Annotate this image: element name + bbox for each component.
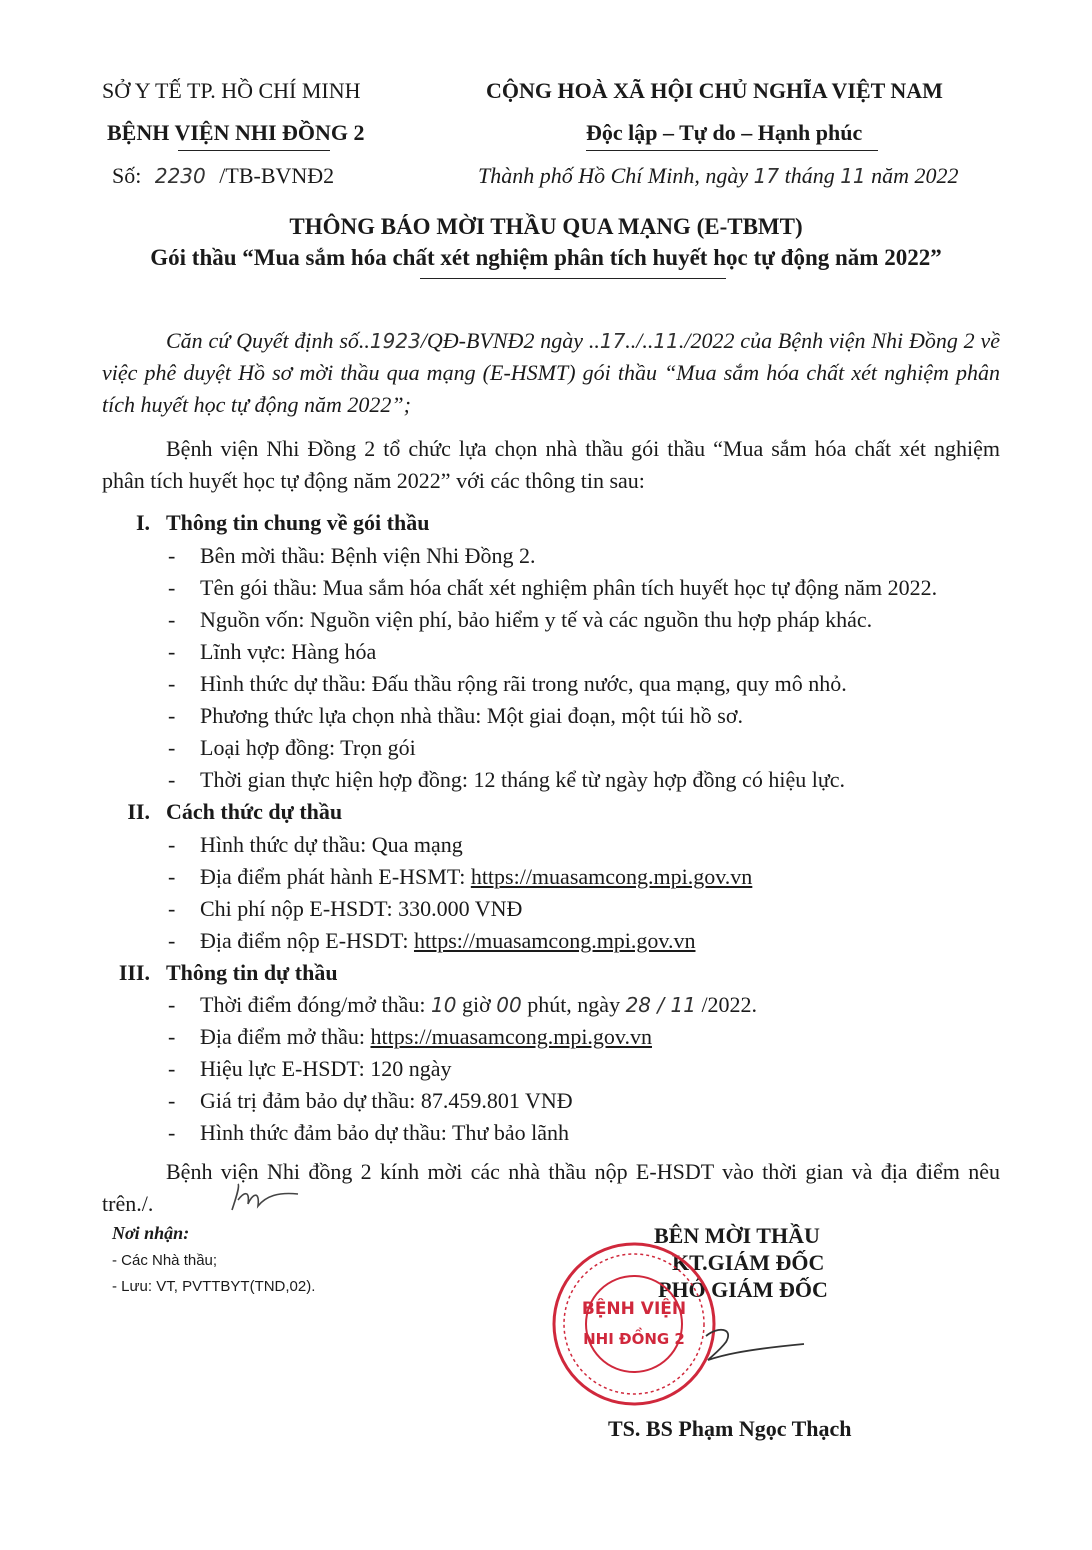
date-month-handwritten: 11 [840, 164, 866, 188]
item-text: Địa điểm mở thầu: [200, 1024, 371, 1049]
notice-title: THÔNG BÁO MỜI THẦU QUA MẠNG (E-TBMT) [289, 214, 803, 239]
issuer-underline [178, 150, 330, 151]
item-text: Phương thức lựa chọn nhà thầu: Một giai đoạn, một túi hồ sơ. [200, 703, 743, 728]
list-item: - Địa điểm phát hành E-HSMT: https://muasamcong.mpi.gov.vn [168, 864, 753, 889]
open-time-prefix: Thời điểm đóng/mở thầu: [200, 992, 432, 1017]
recipient-item: - Các Nhà thầu; [112, 1252, 218, 1269]
basis-part4: ./2022 của Bệnh viện Nhi Đồng 2 về việc phê duyệt Hồ sơ mời thầu qua mạng (E-HSMT) gói thầu “Mua sắm hóa chất xét nghiệm phân tích huyết học tự động năm 2022”; [102, 328, 1000, 417]
open-year: /2022. [695, 992, 758, 1017]
recipient-item: - Lưu: VT, PVTTBYT(TND,02). [112, 1278, 316, 1295]
open-day-handwritten: 28 [625, 993, 652, 1017]
intro-paragraph: Bệnh viện Nhi Đồng 2 tổ chức lựa chọn nhà thầu gói thầu “Mua sắm hóa chất xét nghiệm phân tích huyết học tự động năm 2022” với các thông tin sau: [102, 436, 1000, 493]
section-3-number: III. [118, 960, 150, 985]
list-item: - Hiệu lực E-HSDT: 120 ngày [168, 1056, 452, 1081]
list-item: - Loại hợp đồng: Trọn gói [168, 735, 416, 760]
item-text: Địa điểm nộp E-HSDT: [200, 928, 414, 953]
signer-org: BÊN MỜI THẦU [654, 1223, 820, 1248]
list-item: - Địa điểm nộp E-HSDT: https://muasamcong.mpi.gov.vn [168, 928, 696, 953]
list-item: - Thời gian thực hiện hợp đồng: 12 tháng kể từ ngày hợp đồng có hiệu lực. [168, 767, 846, 792]
list-item: - Nguồn vốn: Nguồn viện phí, bảo hiểm y tế và các nguồn thu hợp pháp khác. [168, 607, 873, 632]
basis-part3: ../.. [625, 328, 654, 353]
document-number-suffix: /TB-BVNĐ2 [219, 163, 335, 188]
handwritten-signature [700, 1320, 810, 1370]
recipients-label: Nơi nhận: [112, 1223, 190, 1243]
legal-basis [102, 325, 1000, 421]
open-month-handwritten: 11 [670, 993, 696, 1017]
section-2-heading [102, 799, 342, 825]
decision-month-handwritten: 11 [653, 329, 679, 353]
list-item: - Địa điểm mở thầu: https://muasamcong.mpi.gov.vn [168, 1024, 652, 1049]
open-time-mid1: giờ [456, 992, 497, 1017]
item-text: Bên mời thầu: Bệnh viện Nhi Đồng 2. [200, 543, 536, 568]
ehsdt-submit-link[interactable]: https://muasamcong.mpi.gov.vn [413, 928, 696, 953]
item-text: Hiệu lực E-HSDT: 120 ngày [200, 1056, 452, 1081]
seal-text-line2: NHI ĐỒNG 2 [583, 1330, 685, 1348]
issuer-department: SỞ Y TẾ TP. HỒ CHÍ MINH [102, 78, 361, 103]
national-motto: Độc lập – Tự do – Hạnh phúc [586, 120, 863, 145]
item-text: Loại hợp đồng: Trọn gói [200, 735, 416, 760]
document-number-label: Số: [112, 163, 142, 188]
list-item: - Hình thức dự thầu: Đấu thầu rộng rãi trong nước, qua mạng, quy mô nhỏ. [168, 671, 847, 696]
item-text: Hình thức đảm bảo dự thầu: Thư bảo lãnh [200, 1120, 569, 1145]
signer-name: TS. BS Phạm Ngọc Thạch [608, 1416, 852, 1441]
ehsmt-release-link[interactable]: https://muasamcong.mpi.gov.vn [470, 864, 753, 889]
bid-opening-link[interactable]: https://muasamcong.mpi.gov.vn [370, 1024, 652, 1049]
section-1-heading [102, 510, 429, 536]
date-day-handwritten: 17 [753, 164, 780, 188]
date-prefix: Thành phố Hồ Chí Minh, ngày [478, 163, 749, 188]
list-item: - Hình thức dự thầu: Qua mạng [168, 832, 463, 857]
list-item: - Lĩnh vực: Hàng hóa [168, 639, 377, 664]
motto-underline [586, 150, 878, 151]
issuer-hospital: BỆNH VIỆN NHI ĐỒNG 2 [107, 120, 365, 145]
hospital-seal [550, 1240, 718, 1408]
title-underline [420, 278, 726, 279]
open-minute-handwritten: 00 [496, 993, 522, 1017]
open-hour-handwritten: 10 [431, 993, 457, 1017]
item-text: Hình thức dự thầu: Qua mạng [200, 832, 463, 857]
list-item: - Phương thức lựa chọn nhà thầu: Một giai đoạn, một túi hồ sơ. [168, 703, 743, 728]
decision-number-handwritten: 1923 [369, 329, 421, 353]
section-3-heading [102, 960, 338, 986]
date-mid: tháng [784, 163, 835, 188]
item-text: Thời gian thực hiện hợp đồng: 12 tháng kể từ ngày hợp đồng có hiệu lực. [200, 767, 846, 792]
section-1-title: Thông tin chung về gói thầu [166, 510, 430, 535]
list-item: - Thời điểm đóng/mở thầu: 10 giờ 00 phút, ngày 28 / 11 /2022. [168, 992, 758, 1017]
closing-paragraph: Bệnh viện Nhi đồng 2 kính mời các nhà thầu nộp E-HSDT vào thời gian và địa điểm nêu trên./. [102, 1159, 1000, 1216]
decision-day-handwritten: 17 [599, 329, 626, 353]
list-item: - Giá trị đảm bảo dự thầu: 87.459.801 VNĐ [168, 1088, 573, 1113]
item-text: Lĩnh vực: Hàng hóa [200, 639, 377, 664]
item-text: Giá trị đảm bảo dự thầu: 87.459.801 VNĐ [200, 1088, 573, 1113]
basis-part1: Căn cứ Quyết định số.. [166, 328, 370, 353]
document-number [112, 163, 334, 189]
basis-part2: /QĐ-BVNĐ2 ngày .. [420, 328, 600, 353]
section-2-title: Cách thức dự thầu [166, 799, 343, 824]
document-date [478, 163, 959, 189]
initials-scribble [226, 1180, 302, 1216]
seal-text-line1: BỆNH VIỆN [581, 1299, 687, 1319]
open-time-mid2: phút, ngày [521, 992, 626, 1017]
item-text: Hình thức dự thầu: Đấu thầu rộng rãi trong nước, qua mạng, quy mô nhỏ. [200, 671, 847, 696]
item-text: Tên gói thầu: Mua sắm hóa chất xét nghiệm phân tích huyết học tự động năm 2022. [200, 575, 938, 600]
date-suffix: năm 2022 [871, 163, 959, 188]
document-number-handwritten: 2230 [154, 164, 206, 188]
list-item: - Bên mời thầu: Bệnh viện Nhi Đồng 2. [168, 543, 536, 568]
section-3-title: Thông tin dự thầu [166, 960, 338, 985]
item-text: Địa điểm phát hành E-HSMT: [200, 864, 471, 889]
list-item: - Tên gói thầu: Mua sắm hóa chất xét nghiệm phân tích huyết học tự động năm 2022. [168, 575, 938, 600]
signer-authority: KT.GIÁM ĐỐC [672, 1250, 825, 1275]
section-1-number: I. [135, 510, 150, 535]
list-item: - Hình thức đảm bảo dự thầu: Thư bảo lãnh [168, 1120, 569, 1145]
signer-title: PHÓ GIÁM ĐỐC [658, 1277, 828, 1302]
list-item: - Chi phí nộp E-HSDT: 330.000 VNĐ [168, 896, 523, 921]
notice-subtitle: Gói thầu “Mua sắm hóa chất xét nghiệm phân tích huyết học tự động năm 2022” [150, 245, 942, 270]
open-date-separator: / [651, 993, 671, 1017]
national-title: CỘNG HOÀ XÃ HỘI CHỦ NGHĨA VIỆT NAM [486, 78, 943, 103]
item-text: Nguồn vốn: Nguồn viện phí, bảo hiểm y tế và các nguồn thu hợp pháp khác. [200, 607, 873, 632]
section-2-number: II. [127, 799, 150, 824]
item-text: Chi phí nộp E-HSDT: 330.000 VNĐ [200, 896, 523, 921]
